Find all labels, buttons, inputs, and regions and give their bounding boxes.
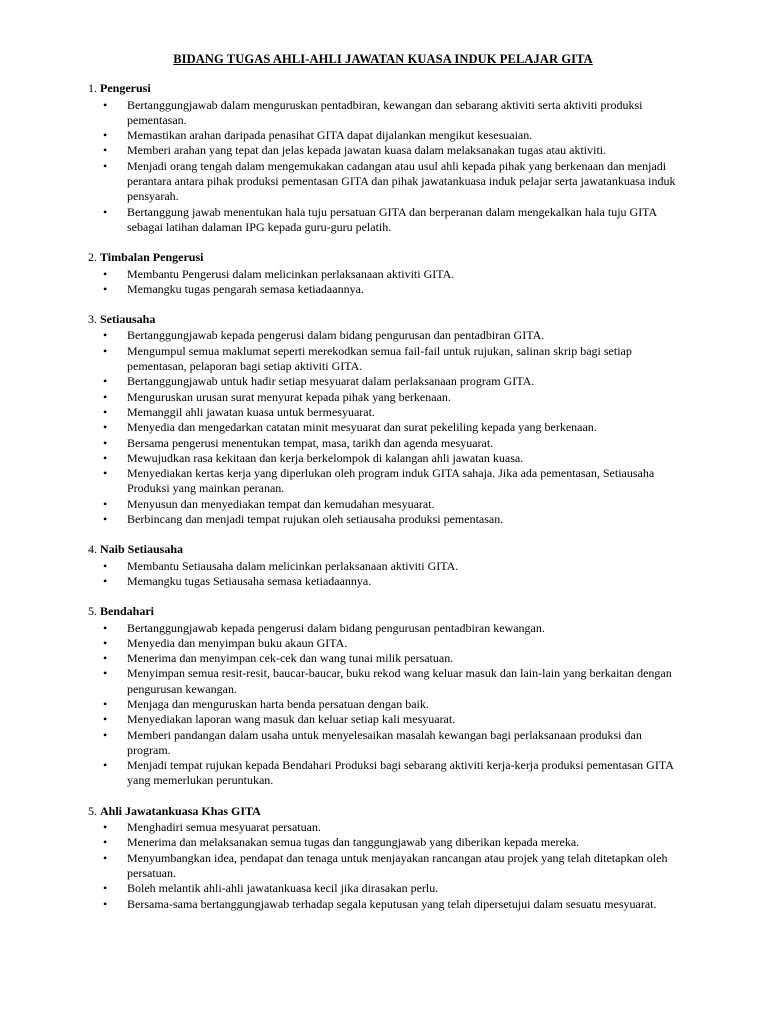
list-item-text: Menjadi tempat rujukan kepada Bendahari Produksi bagi sebarang aktiviti kerja-kerja produksi pementasan GITA yang memerlukan peruntukan. — [127, 758, 674, 788]
list-item — [88, 267, 678, 282]
section-5 — [88, 604, 678, 789]
section-heading — [88, 250, 678, 265]
list-item-text: Bertanggungjawab dalam menguruskan pentadbiran, kewangan dan sebarang aktiviti serta aktiviti produksi pementasan. — [127, 97, 643, 127]
list-item — [88, 143, 678, 158]
list-item — [88, 851, 678, 882]
list-item-text: Bersama pengerusi menentukan tempat, masa, tarikh dan agenda mesyuarat. — [127, 435, 494, 450]
section-heading — [88, 312, 678, 327]
bullet-icon: • — [103, 651, 108, 666]
list-item — [88, 420, 678, 435]
bullet-icon: • — [103, 696, 108, 711]
bullet-icon: • — [103, 850, 108, 865]
bullet-icon: • — [103, 496, 108, 511]
section-number: 5. — [88, 604, 97, 619]
list-item — [88, 881, 678, 896]
duty-list — [88, 328, 678, 527]
list-item — [88, 497, 678, 512]
list-item — [88, 344, 678, 375]
list-item-text: Bertanggungjawab kepada pengerusi dalam bidang pengurusan dan pentadbiran GITA. — [127, 328, 545, 343]
list-item — [88, 205, 678, 236]
list-item — [88, 98, 678, 129]
list-item — [88, 712, 678, 727]
list-item — [88, 651, 678, 666]
list-item — [88, 621, 678, 636]
list-item-text: Menyediakan kertas kerja yang diperlukan oleh program induk GITA sahaja. Jika ada pementasan, Setiausaha Produksi yang mainkan peranan. — [127, 466, 655, 496]
list-item — [88, 466, 678, 497]
section-number: 2. — [88, 250, 97, 265]
section-heading — [88, 804, 678, 819]
list-item-text: Boleh melantik ahli-ahli jawatankuasa kecil jika dirasakan perlu. — [127, 881, 439, 896]
duty-list — [88, 621, 678, 789]
bullet-icon: • — [103, 558, 108, 573]
section-title: Naib Setiausaha — [100, 542, 184, 557]
list-item — [88, 128, 678, 143]
section-6 — [88, 804, 678, 912]
bullet-icon: • — [103, 881, 108, 896]
list-item — [88, 897, 678, 912]
list-item-text: Menerima dan menyimpan cek-cek dan wang tunai milik persatuan. — [127, 651, 454, 666]
list-item — [88, 636, 678, 651]
list-item-text: Memberi pandangan dalam usaha untuk menyelesaikan masalah kewangan bagi perlaksanaan produksi dan program. — [127, 727, 642, 757]
bullet-icon: • — [103, 328, 108, 343]
list-item-text: Membantu Setiausaha dalam melicinkan perlaksanaan aktiviti GITA. — [127, 558, 459, 573]
section-heading — [88, 604, 678, 619]
list-item-text: Menjadi orang tengah dalam mengemukakan cadangan atau usul ahli kepada pihak yang berkenaan dan menjadi perantara antara pihak produksi pementasan GITA dan pihak jawatankuasa induk pelajar serta jawatankuasa induk pensyarah. — [127, 158, 676, 204]
bullet-icon: • — [103, 820, 108, 835]
list-item — [88, 512, 678, 527]
bullet-icon: • — [103, 266, 108, 281]
bullet-icon: • — [103, 450, 108, 465]
bullet-icon: • — [103, 666, 108, 681]
section-1 — [88, 81, 678, 235]
section-number: 4. — [88, 542, 97, 557]
list-item-text: Menyumbangkan idea, pendapat dan tenaga untuk menjayakan rancangan atau projek yang telah ditetapkan oleh persatuan. — [127, 850, 668, 880]
list-item — [88, 390, 678, 405]
duty-list — [88, 559, 678, 590]
bullet-icon: • — [103, 343, 108, 358]
list-item-text: Berbincang dan menjadi tempat rujukan oleh setiausaha produksi pementasan. — [127, 512, 504, 527]
section-4 — [88, 542, 678, 589]
bullet-icon: • — [103, 128, 108, 143]
bullet-icon: • — [103, 466, 108, 481]
bullet-icon: • — [103, 420, 108, 435]
bullet-icon: • — [103, 620, 108, 635]
section-heading — [88, 542, 678, 557]
list-item — [88, 328, 678, 343]
list-item-text: Menghadiri semua mesyuarat persatuan. — [127, 820, 321, 835]
duty-list — [88, 98, 678, 236]
bullet-icon: • — [103, 404, 108, 419]
bullet-icon: • — [103, 97, 108, 112]
list-item-text: Membantu Pengerusi dalam melicinkan perlaksanaan aktiviti GITA. — [127, 266, 455, 281]
section-number: 5. — [88, 803, 97, 818]
list-item — [88, 820, 678, 835]
section-number: 1. — [88, 81, 97, 96]
section-title: Ahli Jawatankuasa Khas GITA — [100, 803, 261, 818]
section-title: Bendahari — [100, 604, 155, 619]
list-item-text: Bertanggungjawab kepada pengerusi dalam bidang pengurusan pentadbiran kewangan. — [127, 620, 545, 635]
page-title: BIDANG TUGAS AHLI-AHLI JAWATAN KUASA INDUK PELAJAR GITA — [173, 52, 593, 66]
bullet-icon: • — [103, 143, 108, 158]
bullet-icon: • — [103, 712, 108, 727]
list-item-text: Memberi arahan yang tepat dan jelas kepada jawatan kuasa dalam melaksanakan tugas atau aktiviti. — [127, 143, 607, 158]
list-item-text: Menerima dan melaksanakan semua tugas dan tanggungjawab yang diberikan kepada mereka. — [127, 835, 580, 850]
list-item — [88, 666, 678, 697]
list-item — [88, 728, 678, 759]
bullet-icon: • — [103, 389, 108, 404]
duty-list — [88, 820, 678, 912]
bullet-icon: • — [103, 158, 108, 173]
list-item — [88, 758, 678, 789]
list-item-text: Mewujudkan rasa kekitaan dan kerja berkelompok di kalangan ahli jawatan kuasa. — [127, 450, 524, 465]
list-item-text: Memangku tugas Setiausaha semasa ketiadaannya. — [127, 573, 372, 588]
section-3 — [88, 312, 678, 527]
bullet-icon: • — [103, 435, 108, 450]
list-item — [88, 451, 678, 466]
list-item — [88, 559, 678, 574]
list-item — [88, 159, 678, 205]
list-item-text: Menyimpan semua resit-resit, baucar-baucar, buku rekod wang keluar masuk dan lain-lain yang berkaitan dengan pengurusan kewangan. — [127, 666, 672, 696]
list-item-text: Menjaga dan menguruskan harta benda persatuan dengan baik. — [127, 696, 429, 711]
duty-list — [88, 267, 678, 298]
bullet-icon: • — [103, 374, 108, 389]
list-item-text: Bertanggungjawab untuk hadir setiap mesyuarat dalam perlaksanaan program GITA. — [127, 374, 535, 389]
section-title: Setiausaha — [100, 312, 156, 327]
bullet-icon: • — [103, 281, 108, 296]
list-item — [88, 835, 678, 850]
bullet-icon: • — [103, 727, 108, 742]
list-item-text: Menyediakan laporan wang masuk dan keluar setiap kali mesyuarat. — [127, 712, 456, 727]
list-item-text: Mengumpul semua maklumat seperti merekodkan semua fail-fail untuk rujukan, salinan skrip bagi setiap pementasan, pelaporan bagi setiap aktiviti GITA. — [127, 343, 632, 374]
bullet-icon: • — [103, 835, 108, 850]
section-number: 3. — [88, 312, 97, 327]
bullet-icon: • — [103, 204, 108, 219]
bullet-icon: • — [103, 512, 108, 527]
list-item — [88, 374, 678, 389]
list-item-text: Memanggil ahli jawatan kuasa untuk bermesyuarat. — [127, 404, 375, 419]
list-item — [88, 697, 678, 712]
section-heading — [88, 81, 678, 96]
list-item-text: Menyedia dan mengedarkan catatan minit mesyuarat dan surat pekeliling kepada yang berkenaan. — [127, 420, 597, 435]
list-item-text: Menguruskan urusan surat menyurat kepada pihak yang berkenaan. — [127, 389, 451, 404]
list-item-text: Bertanggung jawab menentukan hala tuju persatuan GITA dan berperanan dalam mengekalkan hala tuju GITA sebagai latihan dalaman IPG kepada guru-guru pelatih. — [127, 204, 657, 234]
bullet-icon: • — [103, 896, 108, 911]
list-item-text: Menyusun dan menyediakan tempat dan kemudahan mesyuarat. — [127, 496, 435, 511]
list-item — [88, 282, 678, 297]
list-item — [88, 436, 678, 451]
section-2 — [88, 250, 678, 297]
list-item-text: Memastikan arahan daripada penasihat GITA dapat dijalankan mengikut kesesuaian. — [127, 128, 533, 143]
list-item — [88, 405, 678, 420]
bullet-icon: • — [103, 573, 108, 588]
list-item-text: Menyedia dan menyimpan buku akaun GITA. — [127, 635, 348, 650]
section-title: Timbalan Pengerusi — [100, 250, 204, 265]
section-title: Pengerusi — [100, 81, 151, 96]
sections-container — [88, 81, 678, 912]
bullet-icon: • — [103, 758, 108, 773]
list-item — [88, 574, 678, 589]
bullet-icon: • — [103, 635, 108, 650]
list-item-text: Bersama-sama bertanggungjawab terhadap segala keputusan yang telah dipersetujui dalam sesuatu mesyuarat. — [127, 896, 657, 911]
list-item-text: Memangku tugas pengarah semasa ketiadaannya. — [127, 281, 364, 296]
